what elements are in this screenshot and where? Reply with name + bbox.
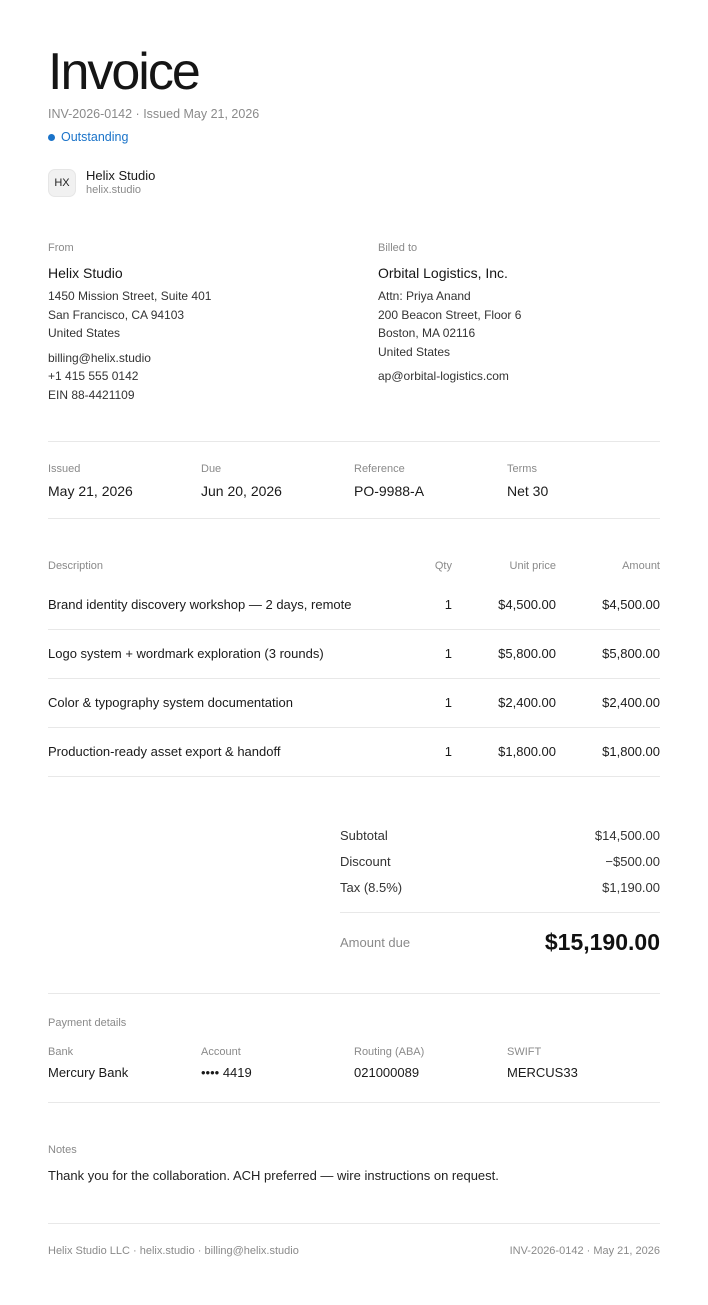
discount-row [340,848,660,874]
avatar: HX [48,169,76,197]
divider [48,993,660,994]
payment-label: Bank [48,1046,74,1058]
cell-unit-price: $1,800.00 [452,727,556,776]
tax-row [340,874,660,900]
billed-to-address-line: United States [378,344,451,359]
cell-amount: $5,800.00 [556,629,660,678]
from-address-line: San Francisco, CA 94103 [48,307,185,322]
billed-to-block [378,242,660,386]
billed-to-email: ap@orbital-logistics.com [378,369,509,384]
cell-description: Brand identity discovery workshop — 2 days, remote [48,580,418,629]
meta-terms [507,463,660,499]
footer [48,1245,660,1257]
status-dot-icon [48,134,55,141]
footer-right: INV-2026-0142 · May 21, 2026 [509,1245,660,1257]
meta-label: Reference [354,463,405,475]
divider [48,518,660,519]
status-badge [48,130,128,144]
meta-label: Terms [507,463,537,475]
meta-label: Due [201,463,222,475]
cell-description: Logo system + wordmark exploration (3 rounds) [48,629,418,678]
from-address-line: 1450 Mission Street, Suite 401 [48,289,212,303]
from-name: Helix Studio [48,265,123,281]
billed-to-name: Orbital Logistics, Inc. [378,265,508,281]
payment-details-title: Payment details [48,1017,127,1029]
subtotal-value: $14,500.00 [594,827,660,843]
tax-value: $1,190.00 [602,879,660,895]
brand-block [48,168,155,197]
payment-label: Routing (ABA) [354,1046,425,1058]
from-address-line: United States [48,326,121,341]
footer-left: Helix Studio LLC · helix.studio · billing@helix.studio [48,1245,299,1257]
brand-name: Helix Studio [86,168,156,183]
billed-to-label: Billed to [378,242,418,254]
meta-label: Issued [48,463,81,475]
discount-value: −$500.00 [605,853,660,869]
from-email: billing@helix.studio [48,350,151,365]
page-title: Invoice [48,43,199,101]
line-items-table [48,552,660,777]
invoice-subline: INV-2026-0142 · Issued May 21, 2026 [48,107,260,121]
table-row [48,580,660,629]
col-qty: Qty [434,560,452,572]
discount-label: Discount [340,853,391,869]
cell-amount: $4,500.00 [556,580,660,629]
payment-label: SWIFT [507,1046,542,1058]
payment-routing [354,1046,507,1080]
cell-description: Production-ready asset export & handoff [48,727,418,776]
divider [48,1102,660,1103]
cell-qty: 1 [418,678,452,727]
totals-block [340,822,660,956]
meta-reference [354,463,507,499]
meta-value: PO-9988-A [354,483,425,499]
cell-unit-price: $2,400.00 [452,678,556,727]
payment-bank [48,1046,201,1080]
payment-value: Mercury Bank [48,1065,129,1080]
subtotal-row [340,822,660,848]
col-amount: Amount [622,560,660,572]
meta-issued [48,463,201,499]
amount-due-label: Amount due [340,935,411,950]
payment-swift [507,1046,660,1080]
amount-due-value: $15,190.00 [544,929,660,955]
meta-value: Net 30 [507,483,549,499]
from-block [48,242,330,405]
col-unit-price: Unit price [509,560,556,572]
from-ein: EIN 88-4421109 [48,387,135,402]
subtotal-label: Subtotal [340,827,388,843]
from-phone: +1 415 555 0142 [48,369,139,384]
billed-to-address-line: Boston, MA 02116 [378,326,476,341]
divider [48,1223,660,1224]
divider [340,912,660,913]
payment-value: •••• 4419 [201,1065,252,1080]
table-header-row [48,552,660,580]
invoice-page [48,0,660,1305]
col-description: Description [48,560,104,572]
payment-label: Account [201,1046,241,1058]
invoice-meta [48,463,660,499]
cell-description: Color & typography system documentation [48,678,418,727]
from-label: From [48,242,74,254]
tax-label: Tax (8.5%) [340,879,403,895]
payment-account [201,1046,354,1080]
table-row [48,678,660,727]
billed-to-address-line: Attn: Priya Anand [378,289,471,303]
billed-to-address-line: 200 Beacon Street, Floor 6 [378,307,522,322]
payment-value: 021000089 [354,1065,420,1080]
cell-unit-price: $5,800.00 [452,629,556,678]
cell-qty: 1 [418,629,452,678]
payment-value: MERCUS33 [507,1065,578,1080]
cell-qty: 1 [418,580,452,629]
cell-amount: $2,400.00 [556,678,660,727]
notes-title: Notes [48,1144,77,1156]
table-row [48,629,660,678]
cell-amount: $1,800.00 [556,727,660,776]
table-row [48,727,660,776]
notes-text: Thank you for the collaboration. ACH preferred — wire instructions on request. [48,1168,499,1183]
payment-details [48,1046,660,1080]
cell-unit-price: $4,500.00 [452,580,556,629]
meta-value: Jun 20, 2026 [201,483,282,499]
cell-qty: 1 [418,727,452,776]
brand-domain: helix.studio [86,184,142,196]
divider [48,441,660,442]
meta-value: May 21, 2026 [48,483,133,499]
amount-due-row [340,929,660,956]
status-label: Outstanding [61,130,129,144]
meta-due [201,463,354,499]
